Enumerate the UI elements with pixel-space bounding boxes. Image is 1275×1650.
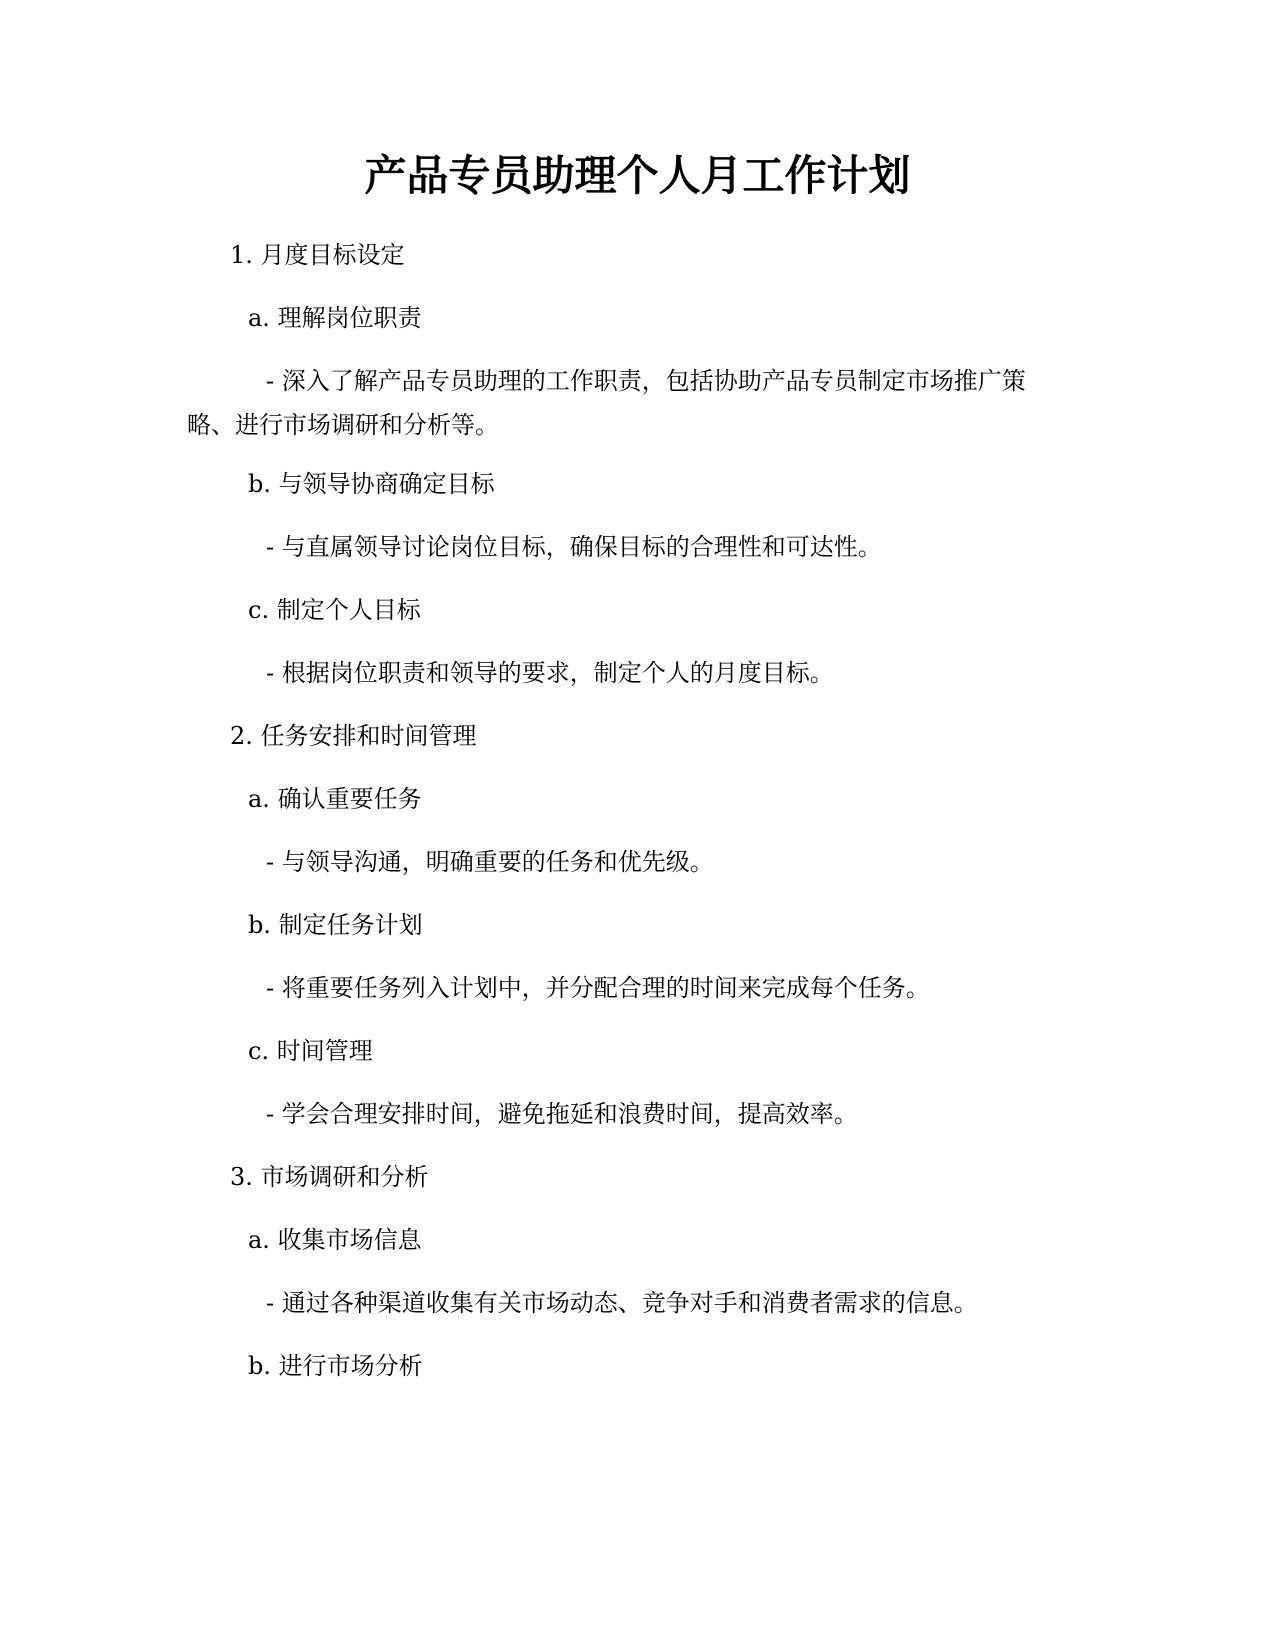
section-heading-1: 1. 月度目标设定 (230, 241, 405, 269)
section-heading-3: 3. 市场调研和分析 (230, 1163, 429, 1191)
subsection-heading-3b: b. 进行市场分析 (248, 1352, 423, 1380)
subsection-heading-2a: a. 确认重要任务 (248, 785, 422, 813)
subsection-heading-1a: a. 理解岗位职责 (248, 304, 422, 332)
bullet-text-3a: - 通过各种渠道收集有关市场动态、竞争对手和消费者需求的信息。 (266, 1289, 978, 1317)
bullet-text-1c: - 根据岗位职责和领导的要求，制定个人的月度目标。 (266, 659, 834, 687)
subsection-heading-2c: c. 时间管理 (248, 1037, 373, 1065)
bullet-text-1b: - 与直属领导讨论岗位目标，确保目标的合理性和可达性。 (266, 533, 882, 561)
subsection-heading-2b: b. 制定任务计划 (248, 911, 423, 939)
page-title: 产品专员助理个人月工作计划 (364, 151, 911, 200)
bullet-text-2a: - 与领导沟通，明确重要的任务和优先级。 (266, 848, 714, 876)
section-heading-2: 2. 任务安排和时间管理 (230, 722, 477, 750)
subsection-heading-1b: b. 与领导协商确定目标 (248, 470, 495, 498)
subsection-heading-3a: a. 收集市场信息 (248, 1226, 422, 1254)
bullet-text-2c: - 学会合理安排时间，避免拖延和浪费时间，提高效率。 (266, 1100, 858, 1128)
bullet-text-2b: - 将重要任务列入计划中，并分配合理的时间来完成每个任务。 (266, 974, 930, 1002)
subsection-heading-1c: c. 制定个人目标 (248, 596, 421, 624)
bullet-text-1a: - 深入了解产品专员助理的工作职责，包括协助产品专员制定市场推广策略、进行市场调研和分析等。 (187, 367, 1026, 439)
